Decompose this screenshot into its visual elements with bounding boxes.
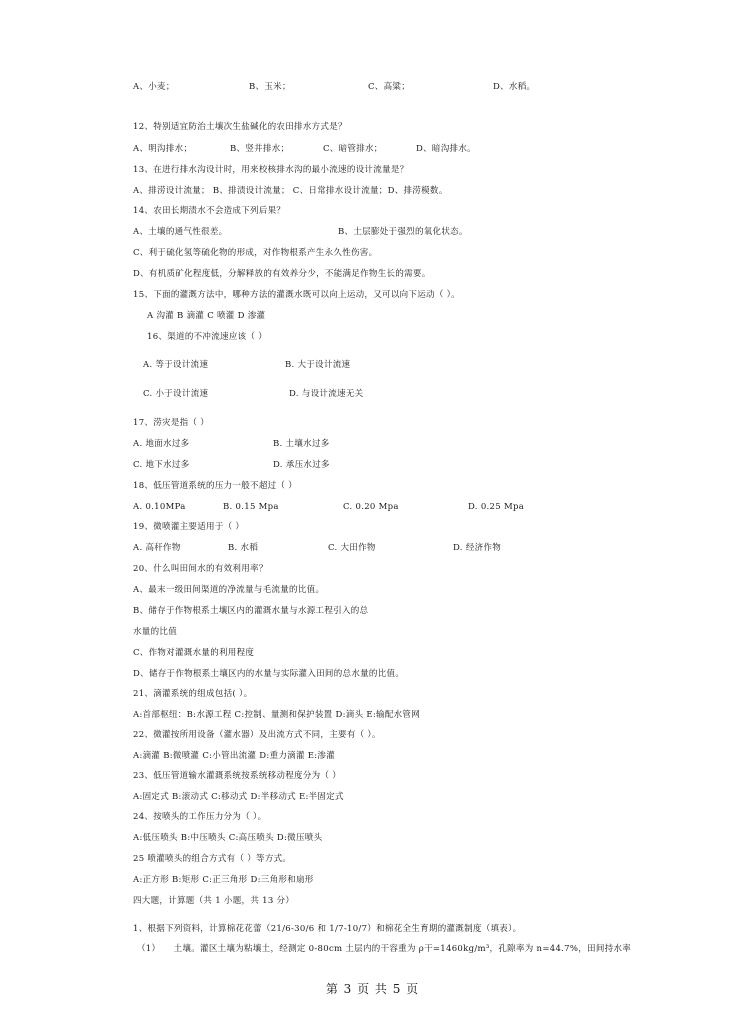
q20-stem: 20、什么叫田间水的有效利用率？	[133, 564, 268, 574]
q20-option-d: D、储存于作物根系土壤区内的水量与实际灌入田间的总水量的比值。	[133, 669, 405, 679]
q15-stem: 15、下面的灌溉方法中，哪种方法的灌溉水既可以向上运动，又可以向下运动（ ）。	[133, 290, 460, 300]
q14-option-d: D、有机质矿化程度低，分解释放的有效养分少，不能满足作物生长的需要。	[133, 269, 431, 279]
q12-option-b: B、竖井排水；	[230, 144, 290, 154]
q20-option-b: B、储存于作物根系土壤区内的灌溉水量与水源工程引入的总	[133, 606, 369, 616]
q19-option-b: B. 水稻	[228, 543, 259, 553]
q17-option-d: D. 承压水过多	[273, 460, 330, 470]
q13-stem: 13、在进行排水沟设计时，用来校核排水沟的最小流速的设计流量是？	[133, 165, 409, 175]
q19-stem: 19、微喷灌主要适用于（ ）	[133, 522, 245, 532]
q12-stem: 12、特别适宜防治土壤次生盐碱化的农田排水方式是？	[133, 122, 347, 132]
q23-options: A:固定式 B:滚动式 C:移动式 D:半移动式 E:半固定式	[133, 792, 344, 802]
q14-option-a: A、土壤的通气性很差。	[133, 227, 228, 237]
q11-option-a: A、小麦；	[133, 82, 175, 92]
q16-option-c: C. 小于设计流速	[143, 389, 209, 399]
q19-option-c: C. 大田作物	[328, 543, 376, 553]
section-heading: 四大题，计算题（共 1 小题，共 13 分）	[133, 896, 295, 906]
q22-options: A:滴灌 B:微喷灌 C:小管出流灌 D:重力滴灌 E:渗灌	[133, 751, 336, 761]
q16-stem: 16、渠道的不冲流速应该（ ）	[147, 332, 268, 342]
q11-option-c: C、高粱；	[368, 82, 411, 92]
q25-options: A:正方形 B:矩形 C:正三角形 D:三角形和扇形	[133, 875, 314, 885]
q16-option-a: A. 等于设计流速	[143, 360, 209, 370]
q16-option-b: B. 大于设计流速	[285, 360, 351, 370]
q20-option-b-cont: 水量的比值	[133, 627, 178, 637]
q21-stem: 21、滴灌系统的组成包括( ）。	[133, 689, 253, 699]
q11-option-d: D、水稻。	[493, 82, 536, 92]
q23-stem: 23、低压管道输水灌溉系统按系统移动程度分为（ ）	[133, 771, 342, 781]
q16-option-d: D. 与设计流速无关	[289, 389, 364, 399]
q11-option-b: B、玉米；	[249, 82, 291, 92]
page-number-footer: 第 3 页 共 5 页	[325, 982, 420, 996]
q21-options: A:首部枢纽：B:水源工程 C:控制、量测和保护装置 D:滴头 E:输配水管网	[133, 710, 421, 720]
calc-question-line-2: （1） 土壤。灌区土壤为粘壤土，经测定 0-80cm 土层内的干容重为 ρ干=1460kg/m³，孔隙率为 n=44.7%，田间持水率	[137, 944, 632, 954]
q12-option-c: C、暗管排水；	[323, 144, 383, 154]
q18-option-d: D. 0.25 Mpa	[468, 502, 525, 512]
q20-option-a: A、最末一级田间渠道的净流量与毛流量的比值。	[133, 585, 325, 595]
q14-option-c: C、利于硫化氢等硫化物的形成，对作物根系产生永久性伤害。	[133, 248, 378, 258]
q15-options: A 沟灌 B 滴灌 C 喷灌 D 渗灌	[147, 311, 266, 321]
q24-stem: 24、按喷头的工作压力分为（ ）。	[133, 812, 267, 822]
q18-option-b: B. 0.15 Mpa	[223, 502, 279, 512]
q13-options: A、排涝设计流量； B、排渍设计流量； C、日常排水设计流量；D、排涝模数。	[133, 186, 448, 196]
q18-stem: 18、低压管道系统的压力一般不超过（ ）	[133, 481, 298, 491]
calc-question-line-1: 1、根据下列资料，计算棉花花蕾（21/6-30/6 和 1/7-10/7）和棉花全生育期的灌溉制度（填表）。	[133, 924, 522, 934]
q19-option-a: A. 高秆作物	[133, 543, 181, 553]
q17-stem: 17、涝灾是指（ ）	[133, 418, 210, 428]
q25-stem: 25 喷灌喷头的组合方式有（ ）等方式。	[133, 854, 292, 864]
q17-option-a: A. 地面水过多	[133, 439, 190, 449]
q17-option-b: B. 土壤水过多	[273, 439, 330, 449]
q20-option-c: C、作物对灌溉水量的利用程度	[133, 648, 255, 658]
q19-option-d: D. 经济作物	[453, 543, 502, 553]
q12-option-d: D、暗沟排水。	[416, 144, 476, 154]
q18-option-a: A. 0.10MPa	[133, 502, 186, 512]
q22-stem: 22、微灌按所用设备（灌水器）及出流方式不同，主要有（ ）。	[133, 730, 381, 740]
q17-option-c: C. 地下水过多	[133, 460, 190, 470]
q14-option-b: B、土层膨处于强烈的氧化状态。	[338, 227, 468, 237]
q12-option-a: A、明沟排水；	[133, 144, 193, 154]
q14-stem: 14、农田长期渍水不会造成下列后果？	[133, 206, 286, 216]
q18-option-c: C. 0.20 Mpa	[343, 502, 399, 512]
q24-options: A:低压喷头 B:中压喷头 C:高压喷头 D:微压喷头	[133, 833, 323, 843]
